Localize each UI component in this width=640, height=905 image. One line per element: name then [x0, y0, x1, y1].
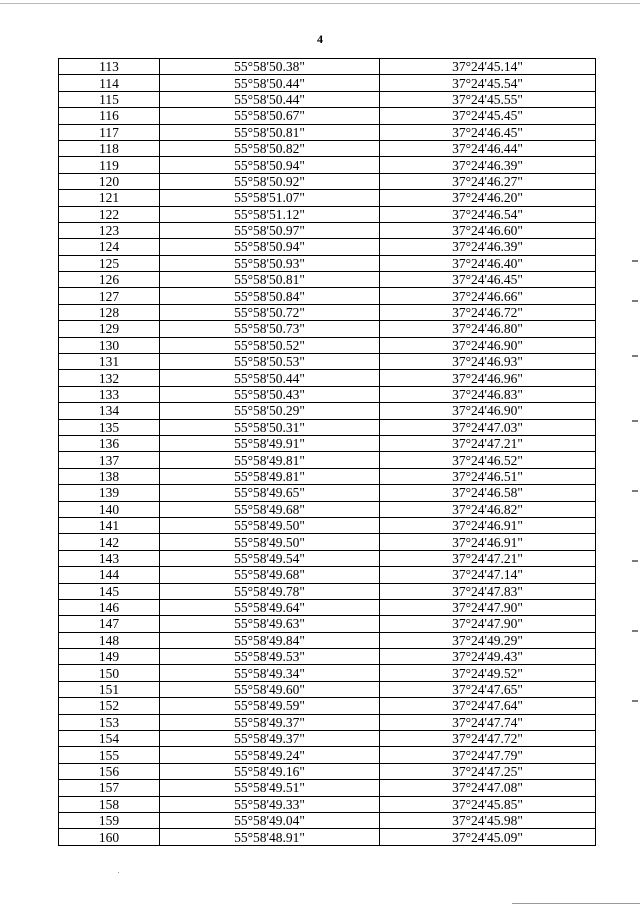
longitude-cell: 37°24'46.91" — [380, 517, 596, 533]
longitude-cell: 37°24'46.39" — [380, 157, 596, 173]
latitude-cell: 55°58'49.34" — [160, 665, 380, 681]
page-number: 4 — [317, 32, 323, 46]
table-row — [59, 812, 596, 828]
longitude-cell: 37°24'47.21" — [380, 435, 596, 451]
point-number-cell: 152 — [59, 698, 160, 714]
table-row — [59, 452, 596, 468]
table-row — [59, 616, 596, 632]
longitude-cell: 37°24'47.25" — [380, 763, 596, 779]
point-number-cell: 136 — [59, 435, 160, 451]
latitude-cell: 55°58'50.94" — [160, 239, 380, 255]
longitude-cell: 37°24'46.54" — [380, 206, 596, 222]
point-number-cell: 146 — [59, 599, 160, 615]
table-row — [59, 288, 596, 304]
point-number-cell: 139 — [59, 485, 160, 501]
longitude-cell: 37°24'49.43" — [380, 649, 596, 665]
latitude-cell: 55°58'50.82" — [160, 140, 380, 156]
latitude-cell: 55°58'49.37" — [160, 714, 380, 730]
point-number-cell: 125 — [59, 255, 160, 271]
longitude-cell: 37°24'47.79" — [380, 747, 596, 763]
longitude-cell: 37°24'47.90" — [380, 616, 596, 632]
longitude-cell: 37°24'45.55" — [380, 91, 596, 107]
longitude-cell: 37°24'47.90" — [380, 599, 596, 615]
point-number-cell: 153 — [59, 714, 160, 730]
point-number-cell: 138 — [59, 468, 160, 484]
latitude-cell: 55°58'50.44" — [160, 370, 380, 386]
point-number-cell: 117 — [59, 124, 160, 140]
table-row — [59, 190, 596, 206]
longitude-cell: 37°24'47.14" — [380, 567, 596, 583]
table-row — [59, 517, 596, 533]
latitude-cell: 55°58'50.92" — [160, 173, 380, 189]
longitude-cell: 37°24'46.52" — [380, 452, 596, 468]
table-row — [59, 796, 596, 812]
longitude-cell: 37°24'46.39" — [380, 239, 596, 255]
point-number-cell: 126 — [59, 272, 160, 288]
latitude-cell: 55°58'50.72" — [160, 304, 380, 320]
point-number-cell: 124 — [59, 239, 160, 255]
table-row — [59, 108, 596, 124]
longitude-cell: 37°24'47.72" — [380, 731, 596, 747]
table-row — [59, 501, 596, 517]
longitude-cell: 37°24'46.66" — [380, 288, 596, 304]
table-row — [59, 75, 596, 91]
point-number-cell: 119 — [59, 157, 160, 173]
table-row — [59, 714, 596, 730]
latitude-cell: 55°58'49.37" — [160, 731, 380, 747]
scan-top-line — [0, 3, 640, 4]
latitude-cell: 55°58'50.73" — [160, 321, 380, 337]
longitude-cell: 37°24'47.65" — [380, 681, 596, 697]
point-number-cell: 113 — [59, 59, 160, 75]
table-row — [59, 206, 596, 222]
longitude-cell: 37°24'46.93" — [380, 354, 596, 370]
latitude-cell: 55°58'50.81" — [160, 124, 380, 140]
point-number-cell: 151 — [59, 681, 160, 697]
table-row — [59, 370, 596, 386]
longitude-cell: 37°24'46.40" — [380, 255, 596, 271]
table-row — [59, 255, 596, 271]
table-row — [59, 583, 596, 599]
point-number-cell: 115 — [59, 91, 160, 107]
point-number-cell: 116 — [59, 108, 160, 124]
table-row — [59, 763, 596, 779]
table-row — [59, 386, 596, 402]
table-row — [59, 731, 596, 747]
latitude-cell: 55°58'49.04" — [160, 812, 380, 828]
point-number-cell: 160 — [59, 829, 160, 845]
table-row — [59, 468, 596, 484]
latitude-cell: 55°58'50.38" — [160, 59, 380, 75]
point-number-cell: 133 — [59, 386, 160, 402]
table-row — [59, 222, 596, 238]
longitude-cell: 37°24'47.03" — [380, 419, 596, 435]
table-row — [59, 321, 596, 337]
longitude-cell: 37°24'45.45" — [380, 108, 596, 124]
latitude-cell: 55°58'50.44" — [160, 75, 380, 91]
coordinates-table-body — [59, 59, 596, 846]
table-row — [59, 780, 596, 796]
point-number-cell: 141 — [59, 517, 160, 533]
point-number-cell: 143 — [59, 550, 160, 566]
latitude-cell: 55°58'49.68" — [160, 567, 380, 583]
longitude-cell: 37°24'46.27" — [380, 173, 596, 189]
longitude-cell: 37°24'46.45" — [380, 124, 596, 140]
latitude-cell: 55°58'50.31" — [160, 419, 380, 435]
longitude-cell: 37°24'46.82" — [380, 501, 596, 517]
latitude-cell: 55°58'50.94" — [160, 157, 380, 173]
latitude-cell: 55°58'49.78" — [160, 583, 380, 599]
point-number-cell: 123 — [59, 222, 160, 238]
longitude-cell: 37°24'47.64" — [380, 698, 596, 714]
table-row — [59, 649, 596, 665]
table-row — [59, 534, 596, 550]
table-row — [59, 550, 596, 566]
latitude-cell: 55°58'49.54" — [160, 550, 380, 566]
longitude-cell: 37°24'45.14" — [380, 59, 596, 75]
table-row — [59, 829, 596, 845]
table-row — [59, 354, 596, 370]
latitude-cell: 55°58'49.91" — [160, 435, 380, 451]
table-row — [59, 140, 596, 156]
table-row — [59, 632, 596, 648]
point-number-cell: 147 — [59, 616, 160, 632]
longitude-cell: 37°24'46.45" — [380, 272, 596, 288]
longitude-cell: 37°24'46.91" — [380, 534, 596, 550]
latitude-cell: 55°58'51.07" — [160, 190, 380, 206]
longitude-cell: 37°24'47.21" — [380, 550, 596, 566]
point-number-cell: 140 — [59, 501, 160, 517]
longitude-cell: 37°24'46.96" — [380, 370, 596, 386]
point-number-cell: 157 — [59, 780, 160, 796]
table-row — [59, 681, 596, 697]
latitude-cell: 55°58'49.16" — [160, 763, 380, 779]
longitude-cell: 37°24'45.09" — [380, 829, 596, 845]
point-number-cell: 134 — [59, 403, 160, 419]
latitude-cell: 55°58'50.44" — [160, 91, 380, 107]
longitude-cell: 37°24'46.90" — [380, 403, 596, 419]
table-row — [59, 419, 596, 435]
latitude-cell: 55°58'49.84" — [160, 632, 380, 648]
latitude-cell: 55°58'49.50" — [160, 534, 380, 550]
table-row — [59, 124, 596, 140]
longitude-cell: 37°24'46.72" — [380, 304, 596, 320]
point-number-cell: 131 — [59, 354, 160, 370]
point-number-cell: 144 — [59, 567, 160, 583]
scan-bottom-line — [512, 903, 640, 904]
point-number-cell: 155 — [59, 747, 160, 763]
latitude-cell: 55°58'50.84" — [160, 288, 380, 304]
point-number-cell: 149 — [59, 649, 160, 665]
table-row — [59, 485, 596, 501]
point-number-cell: 156 — [59, 763, 160, 779]
longitude-cell: 37°24'49.52" — [380, 665, 596, 681]
latitude-cell: 55°58'49.63" — [160, 616, 380, 632]
table-row — [59, 665, 596, 681]
point-number-cell: 145 — [59, 583, 160, 599]
latitude-cell: 55°58'50.97" — [160, 222, 380, 238]
latitude-cell: 55°58'49.60" — [160, 681, 380, 697]
longitude-cell: 37°24'45.54" — [380, 75, 596, 91]
point-number-cell: 137 — [59, 452, 160, 468]
latitude-cell: 55°58'48.91" — [160, 829, 380, 845]
scan-edge-marks — [632, 260, 638, 760]
latitude-cell: 55°58'49.65" — [160, 485, 380, 501]
point-number-cell: 148 — [59, 632, 160, 648]
longitude-cell: 37°24'46.60" — [380, 222, 596, 238]
table-row — [59, 403, 596, 419]
table-row — [59, 435, 596, 451]
point-number-cell: 128 — [59, 304, 160, 320]
point-number-cell: 142 — [59, 534, 160, 550]
latitude-cell: 55°58'49.50" — [160, 517, 380, 533]
table-row — [59, 239, 596, 255]
table-row — [59, 337, 596, 353]
point-number-cell: 121 — [59, 190, 160, 206]
table-row — [59, 599, 596, 615]
point-number-cell: 130 — [59, 337, 160, 353]
latitude-cell: 55°58'50.52" — [160, 337, 380, 353]
longitude-cell: 37°24'46.51" — [380, 468, 596, 484]
point-number-cell: 154 — [59, 731, 160, 747]
latitude-cell: 55°58'49.64" — [160, 599, 380, 615]
longitude-cell: 37°24'46.80" — [380, 321, 596, 337]
table-row — [59, 157, 596, 173]
longitude-cell: 37°24'45.98" — [380, 812, 596, 828]
point-number-cell: 122 — [59, 206, 160, 222]
table-row — [59, 567, 596, 583]
longitude-cell: 37°24'47.83" — [380, 583, 596, 599]
table-row — [59, 59, 596, 75]
longitude-cell: 37°24'46.44" — [380, 140, 596, 156]
latitude-cell: 55°58'50.53" — [160, 354, 380, 370]
latitude-cell: 55°58'50.93" — [160, 255, 380, 271]
longitude-cell: 37°24'46.58" — [380, 485, 596, 501]
latitude-cell: 55°58'49.51" — [160, 780, 380, 796]
point-number-cell: 129 — [59, 321, 160, 337]
longitude-cell: 37°24'46.83" — [380, 386, 596, 402]
table-row — [59, 272, 596, 288]
table-row — [59, 304, 596, 320]
longitude-cell: 37°24'47.08" — [380, 780, 596, 796]
latitude-cell: 55°58'49.59" — [160, 698, 380, 714]
table-row — [59, 698, 596, 714]
longitude-cell: 37°24'46.20" — [380, 190, 596, 206]
point-number-cell: 158 — [59, 796, 160, 812]
point-number-cell: 150 — [59, 665, 160, 681]
latitude-cell: 55°58'50.81" — [160, 272, 380, 288]
point-number-cell: 118 — [59, 140, 160, 156]
point-number-cell: 114 — [59, 75, 160, 91]
table-row — [59, 747, 596, 763]
latitude-cell: 55°58'49.33" — [160, 796, 380, 812]
point-number-cell: 127 — [59, 288, 160, 304]
latitude-cell: 55°58'49.24" — [160, 747, 380, 763]
latitude-cell: 55°58'49.53" — [160, 649, 380, 665]
latitude-cell: 55°58'50.43" — [160, 386, 380, 402]
longitude-cell: 37°24'49.29" — [380, 632, 596, 648]
point-number-cell: 120 — [59, 173, 160, 189]
latitude-cell: 55°58'49.81" — [160, 452, 380, 468]
latitude-cell: 55°58'50.67" — [160, 108, 380, 124]
longitude-cell: 37°24'45.85" — [380, 796, 596, 812]
table-row — [59, 173, 596, 189]
longitude-cell: 37°24'46.90" — [380, 337, 596, 353]
table-row — [59, 91, 596, 107]
latitude-cell: 55°58'51.12" — [160, 206, 380, 222]
point-number-cell: 135 — [59, 419, 160, 435]
point-number-cell: 132 — [59, 370, 160, 386]
latitude-cell: 55°58'49.68" — [160, 501, 380, 517]
latitude-cell: 55°58'50.29" — [160, 403, 380, 419]
latitude-cell: 55°58'49.81" — [160, 468, 380, 484]
coordinates-table — [58, 58, 596, 846]
scan-artifact-dot — [118, 872, 119, 873]
point-number-cell: 159 — [59, 812, 160, 828]
longitude-cell: 37°24'47.74" — [380, 714, 596, 730]
